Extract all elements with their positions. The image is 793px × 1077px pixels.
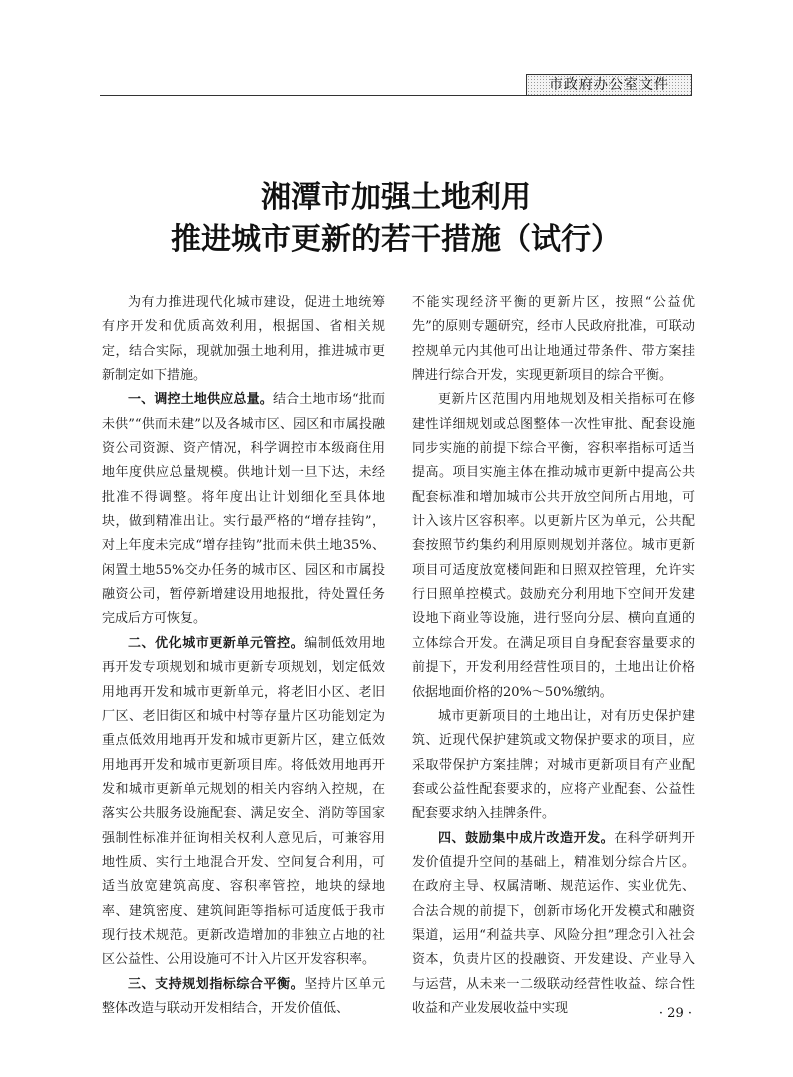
- section-2-text: 编制低效用地再开发专项规划和城市更新专项规划，划定低效用地再开发和城市更新单元，将老旧小区、老旧厂区、老旧街区和城中村等存量片区功能划定为重点低效用地再开发和城市更新片区，建立低效用地再开发和城市更新项目库。将低效用地再开发和城市更新单元规划的相关内容纳入控规，在落实公共服务设施配套、满足安全、消防等国家强制性标准并征询相关权利人意见后，可兼容用地性质、实行土地混合开发、空间复合利用，可适当放宽建筑高度、容积率管控，地块的绿地率、建筑密度、建筑间距等指标可适度低于我市现行技术规范。更新改造增加的非独立占地的社区公益性、公用设施可不计入片区开发容积率。: [102, 635, 385, 968]
- section-3-heading: 三、支持规划指标综合平衡。: [128, 976, 305, 992]
- section-4-heading: 四、鼓励集中成片改造开发。: [438, 830, 615, 846]
- left-column: [102, 291, 385, 1021]
- right-column: [412, 291, 695, 1021]
- heritage-paragraph: 城市更新项目的土地出让，对有历史保护建筑、近现代保护建筑或文物保护要求的项目，应采取带保护方案挂牌；对城市更新项目有产业配套或公益性配套要求的，应将产业配套、公益性配套要求纳入挂牌条件。: [412, 708, 695, 822]
- section-2-paragraph: [102, 632, 385, 973]
- header-rule: [100, 95, 692, 96]
- section-1-paragraph: [102, 388, 385, 631]
- page-number: · 29 ·: [658, 1006, 692, 1021]
- section-4-paragraph: [412, 827, 695, 1022]
- section-1-heading: 一、调控土地供应总量。: [128, 392, 273, 408]
- document-title-line-2: 推进城市更新的若干措施（试行）: [171, 222, 621, 257]
- section-3-continuation: 不能实现经济平衡的更新片区，按照“公益优先”的原则专题研究，经市人民政府批准，可联动控规单元内其他可出让地通过带条件、带方案挂牌进行综合开发，实现更新项目的综合平衡。: [412, 295, 695, 384]
- document-title-line-1: 湘潭市加强土地利用: [261, 180, 531, 215]
- section-2-heading: 二、优化城市更新单元管控。: [128, 635, 305, 651]
- intro-paragraph: 为有力推进现代化城市建设，促进土地统筹有序开发和优质高效利用，根据国、省相关规定，结合实际，现就加强土地利用，推进城市更新制定如下措施。: [102, 295, 385, 384]
- section-3-text-start: 坚持片区单元整体改造与联动开发相结合，开发价值低、: [102, 976, 385, 1016]
- section-4-text: 在科学研判开发价值提升空间的基础上，精准划分综合片区。在政府主导、权属清晰、规范运作、实业优先、合法合规的前提下，创新市场化开发模式和融资渠道，运用“利益共享、风险分担”理念引入社会资本，负责片区的投融资、开发建设、产业导入与运营，从未来一二级联动经营性收益、综合性收益和产业发展收益中实现: [412, 830, 695, 1016]
- section-tag: 市政府办公室文件: [526, 74, 692, 96]
- planning-range-paragraph: 更新片区范围内用地规划及相关指标可在修建性详细规划或总图整体一次性审批、配套设施同步实施的前提下综合平衡，容积率指标可适当提高。项目实施主体在推动城市更新中提高公共配套标准和增加城市公共开放空间所占用地，可计入该片区容积率。以更新片区为单元，公共配套按照节约集约利用原则规划并落位。城市更新项目可适度放宽楼间距和日照双控管理，允许实行日照单控模式。鼓励充分利用地下空间开发建设地下商业等设施，进行竖向分层、横向直通的立体综合开发。在满足项目自身配套容量要求的前提下，开发利用经营性项目的，土地出让价格依据地面价格的20%～50%缴纳。: [412, 392, 695, 700]
- section-1-text: 结合土地市场“批而未供”“供而未建”以及各城市区、园区和市属投融资公司资源、资产情况，科学调控市本级商住用地年度供应总量规模。供地计划一旦下达，未经批准不得调整。将年度出让计划细化至具体地块，做到精准出让。实行最严格的“增存挂钩”，对上年度未完成“增存挂钩”批而未供土地35%、闲置土地55%交办任务的城市区、园区和市属投融资公司，暂停新增建设用地报批，待处置任务完成后方可恢复。: [102, 392, 385, 627]
- section-3-paragraph: [102, 973, 385, 1022]
